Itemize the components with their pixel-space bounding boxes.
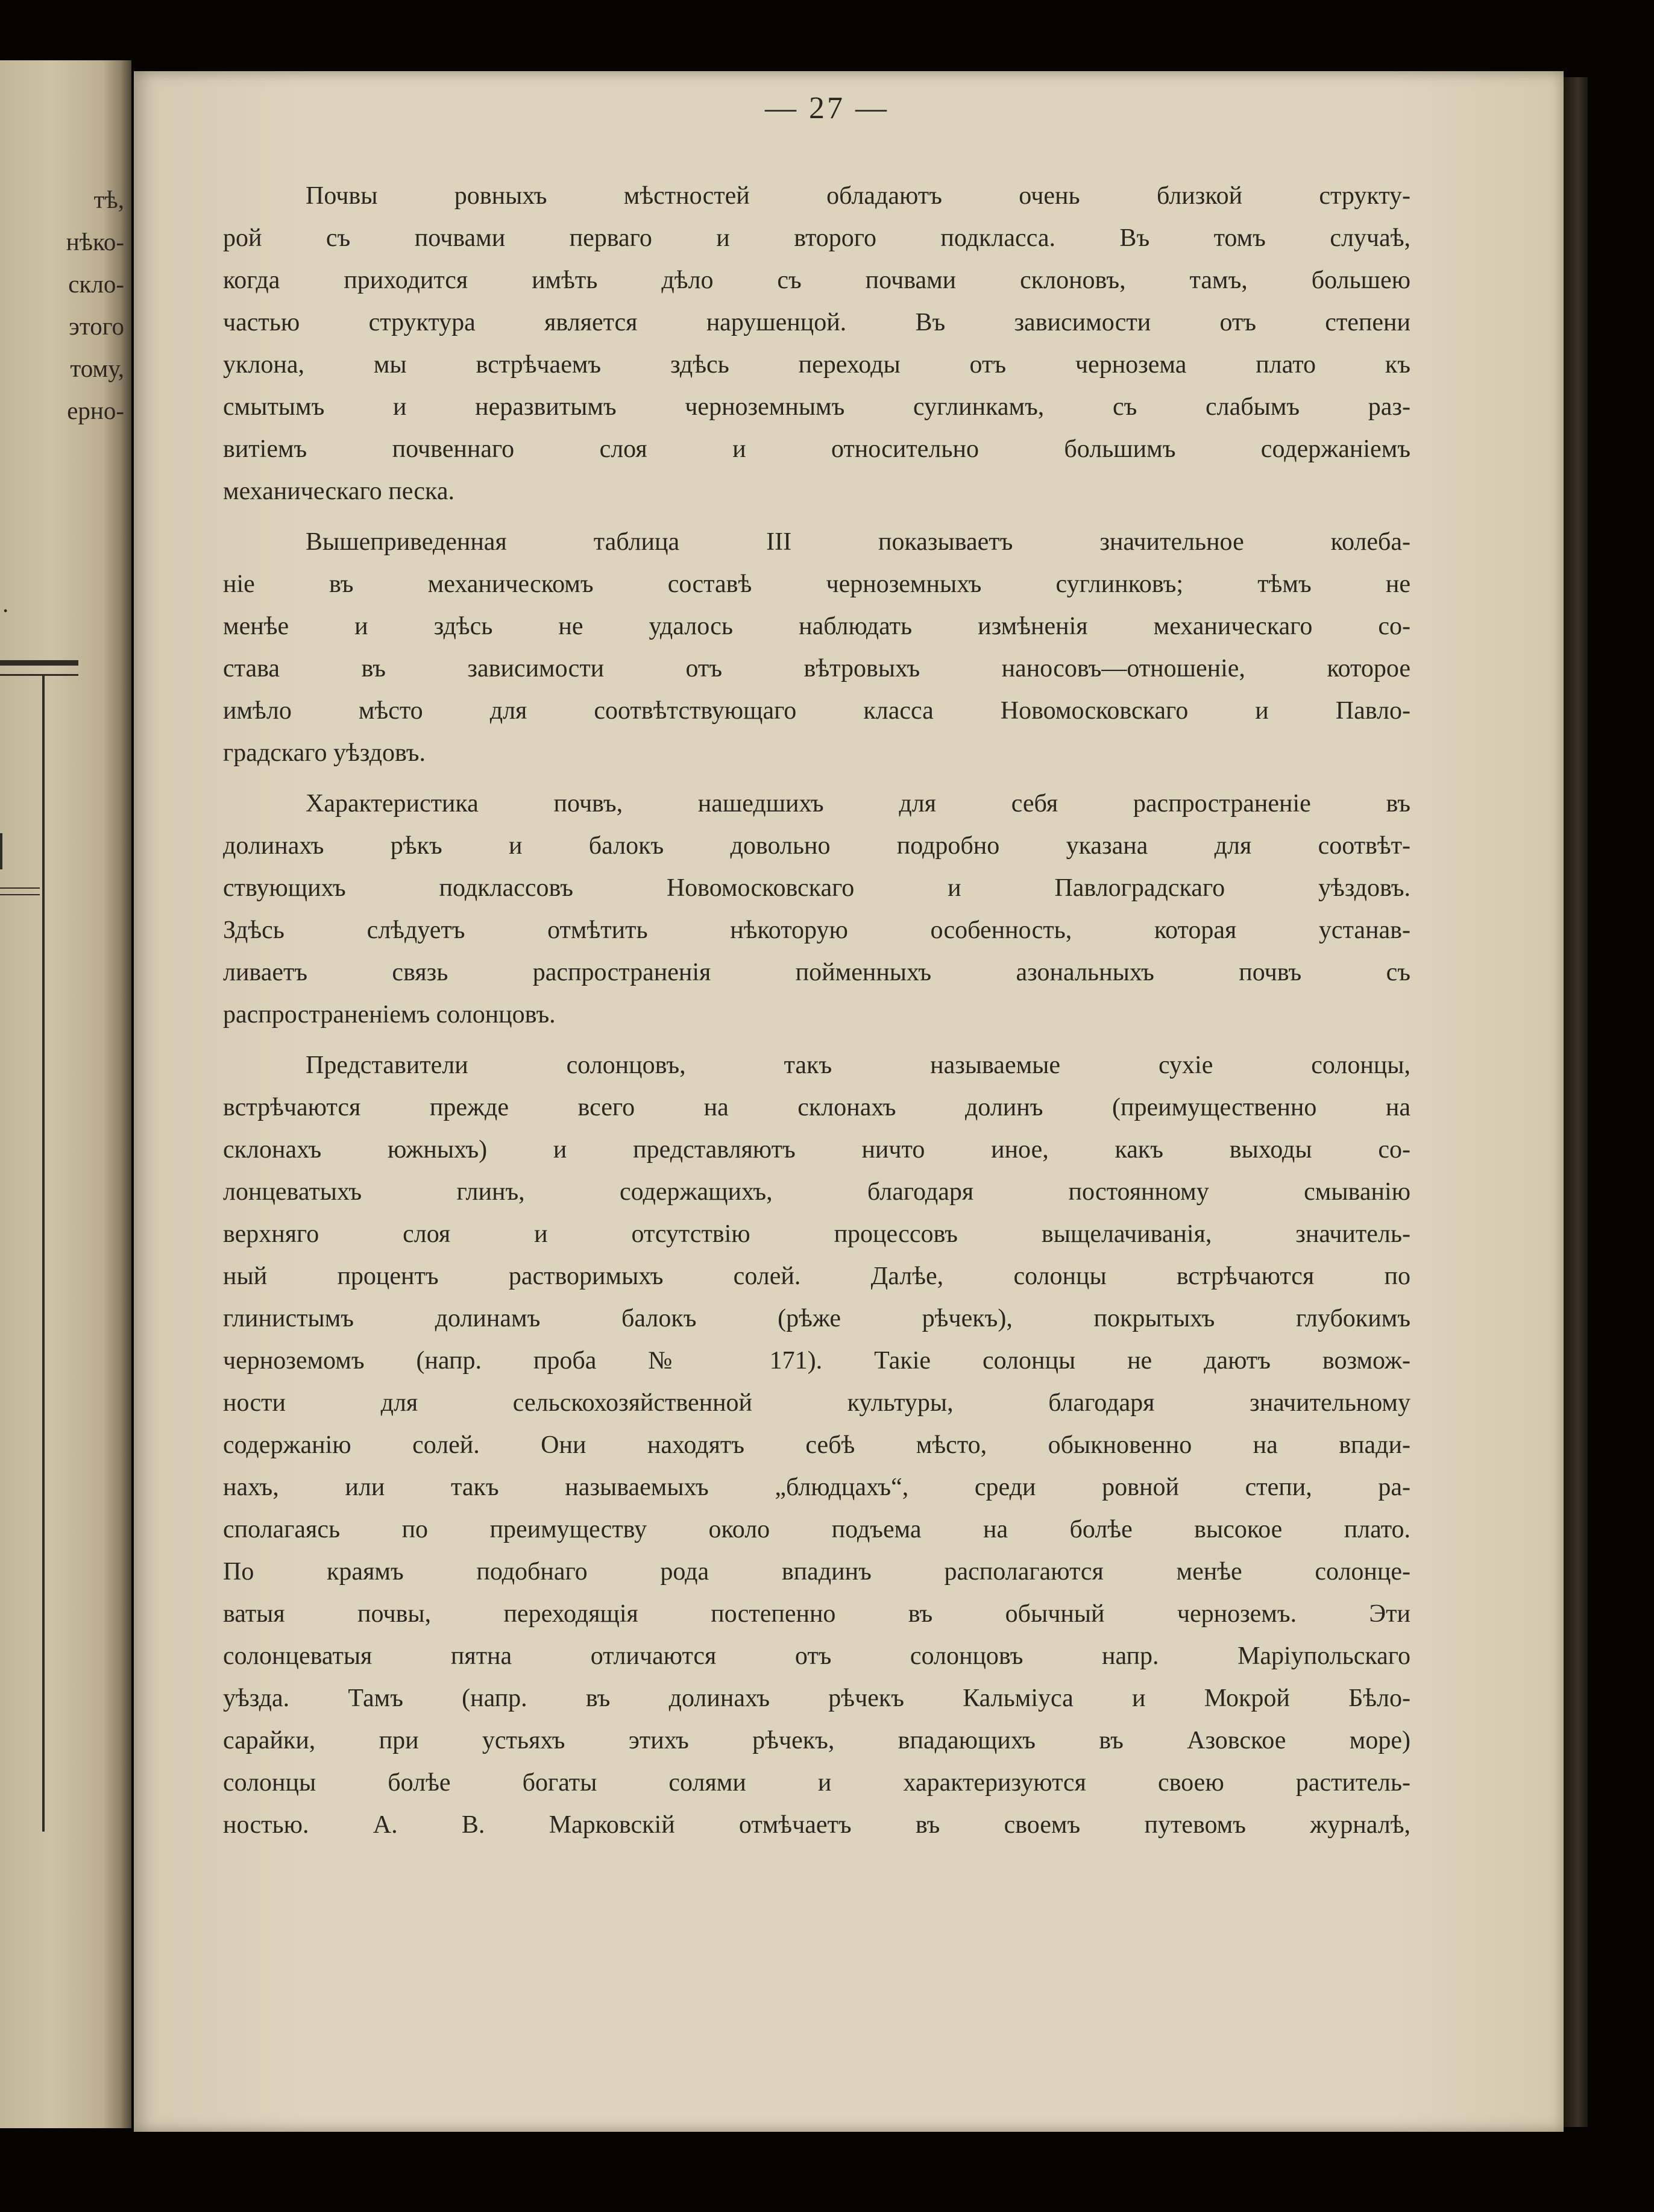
text-line: Представители солонцовъ, такъ называемые сухiе солонцы, <box>306 1051 1410 1079</box>
text-line: рой съ почвами перваго и второго подкласса. Въ томъ случаѣ, <box>223 224 1410 252</box>
text-line: нiе въ механическомъ составѣ черноземныхъ суглинковъ; тѣмъ не <box>223 570 1410 598</box>
text-line: менѣе и здѣсь не удалось наблюдать измѣненiя механическаго со- <box>223 613 1410 640</box>
text-line: ватыя почвы, переходящiя постепенно въ обычный черноземъ. Эти <box>223 1600 1410 1628</box>
text-line: нахъ, или такъ называемыхъ „блюдцахъ“, среди ровной степи, ра- <box>223 1473 1410 1501</box>
text-line: ностью. А. В. Марковскiй отмѣчаетъ въ своемъ путевомъ журналѣ, <box>223 1811 1410 1839</box>
book-edge <box>1564 77 1588 2127</box>
previous-page-fragment: тому, <box>70 354 124 382</box>
text-line: ствующихъ подклассовъ Новомосковскаго и Павлоградскаго уѣздовъ. <box>223 874 1410 902</box>
text-line: долинахъ рѣкъ и балокъ довольно подробно указана для соотвѣт- <box>223 832 1410 860</box>
body-text <box>223 175 1410 1846</box>
table-rule <box>0 894 40 895</box>
table-rule <box>0 660 78 666</box>
text-line: става въ зависимости отъ вѣтровыхъ наносовъ—отношенiе, которое <box>223 655 1410 682</box>
text-line: когда приходится имѣть дѣло съ почвами склоновъ, тамъ, большею <box>223 266 1410 294</box>
text-line: ный процентъ растворимыхъ солей. Далѣе, солонцы встрѣчаются по <box>223 1262 1410 1290</box>
paragraph <box>223 1044 1410 1846</box>
text-line: Почвы ровныхъ мѣстностей обладаютъ очень близкой структу- <box>306 182 1410 210</box>
text-line: градскаго уѣздовъ. <box>223 739 426 767</box>
text-line: ливаетъ связь распространенiя пойменныхъ азональныхъ почвъ съ <box>223 959 1410 986</box>
text-line: смытымъ и неразвитымъ черноземнымъ суглинкамъ, съ слабымъ раз- <box>223 393 1410 421</box>
previous-page-fragment: ерно- <box>67 397 124 424</box>
text-line: солонцы болѣе богаты солями и характеризуются своею раститель- <box>223 1769 1410 1797</box>
table-mark <box>0 833 2 869</box>
text-line: глинистымъ долинамъ балокъ (рѣже рѣчекъ), покрытыхъ глубокимъ <box>223 1305 1410 1332</box>
text-line: уклона, мы встрѣчаемъ здѣсь переходы отъ чернозема плато къ <box>223 351 1410 379</box>
text-line: механическаго песка. <box>223 477 454 505</box>
text-line: ности для сельскохозяйственной культуры, благодаря значительному <box>223 1389 1410 1417</box>
text-line: Характеристика почвъ, нашедшихъ для себя распространенiе въ <box>306 790 1410 818</box>
table-column-rule <box>42 674 45 1832</box>
table-rule <box>0 887 40 889</box>
text-line: черноземомъ (напр. проба № 171). Такiе солонцы не даютъ возмож- <box>223 1347 1410 1375</box>
text-line: склонахъ южныхъ) и представляютъ ничто иное, какъ выходы со- <box>223 1136 1410 1164</box>
previous-page-fragment: скло- <box>68 270 124 298</box>
text-line: сарайки, при устьяхъ этихъ рѣчекъ, впадающихъ въ Азовское море) <box>223 1727 1410 1754</box>
text-line: имѣло мѣсто для соотвѣтствующаго класса Новомосковскаго и Павло- <box>223 697 1410 725</box>
paragraph <box>223 175 1410 512</box>
paragraph <box>223 521 1410 774</box>
text-line: частью структура является нарушенцой. Въ зависимости отъ степени <box>223 309 1410 336</box>
previous-page-fragment: этого <box>69 312 124 340</box>
text-line: Вышеприведенная таблица III показываетъ значительное колеба- <box>306 528 1410 556</box>
text-line: содержанiю солей. Они находятъ себѣ мѣсто, обыкновенно на впади- <box>223 1431 1410 1459</box>
text-line: распространенiемъ солонцовъ. <box>223 1001 556 1029</box>
text-line: уѣзда. Тамъ (напр. въ долинахъ рѣчекъ Кальмiуса и Мокрой Бѣло- <box>223 1684 1410 1712</box>
text-line: лонцеватыхъ глинъ, содержащихъ, благодаря постоянному смыванiю <box>223 1178 1410 1206</box>
text-line: встрѣчаются прежде всего на склонахъ долинъ (преимущественно на <box>223 1094 1410 1121</box>
text-line: верхняго слоя и отсутствiю процессовъ выщелачиванiя, значитель- <box>223 1220 1410 1248</box>
text-line: сполагаясь по преимуществу около подъема на болѣе высокое плато. <box>223 1516 1410 1543</box>
table-rule <box>0 674 78 676</box>
previous-page-fragment: тѣ, <box>93 186 124 213</box>
previous-page-edge <box>0 60 131 2128</box>
text-line: витiемъ почвеннаго слоя и относительно большимъ содержанiемъ <box>223 435 1410 463</box>
previous-page-fragment: нѣко- <box>66 228 124 256</box>
page-number: — 27 — <box>765 91 889 125</box>
text-line: По краямъ подобнаго рода впадинъ располагаются менѣе солонце- <box>223 1558 1410 1586</box>
previous-page-fragment: . <box>2 590 9 617</box>
paragraph <box>223 783 1410 1036</box>
text-line: Здѣсь слѣдуетъ отмѣтить нѣкоторую особенность, которая устанав- <box>223 916 1410 944</box>
text-line: солонцеватыя пятна отличаются отъ солонцовъ напр. Марiупольскаго <box>223 1642 1410 1670</box>
